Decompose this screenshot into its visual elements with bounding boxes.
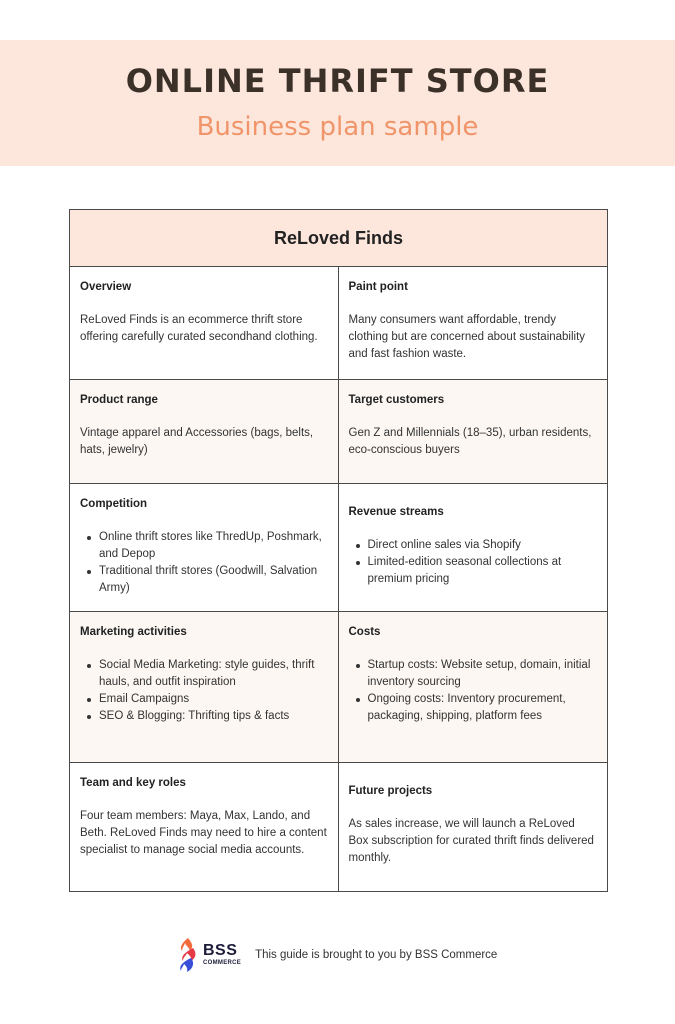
product-range-cell: [70, 380, 339, 483]
team-body: Four team members: Maya, Max, Lando, and Beth. ReLoved Finds may need to hire a content specialist to manage social media accounts.: [80, 810, 327, 856]
overview-title: Overview: [80, 281, 132, 293]
costs-cell: [339, 612, 608, 762]
list-item: Limited-edition seasonal collections at premium pricing: [349, 554, 598, 588]
title-banner: [0, 40, 675, 166]
competition-list: [80, 529, 328, 597]
marketing-list: [80, 657, 328, 725]
table-row: [70, 763, 607, 891]
revenue-streams-cell: [339, 484, 608, 611]
competition-cell: [70, 484, 339, 611]
bss-logo-text: [203, 943, 241, 967]
list-item: Traditional thrift stores (Goodwill, Salvation Army): [80, 563, 328, 597]
target-customers-body: Gen Z and Millennials (18–35), urban residents, eco-conscious buyers: [348, 427, 592, 456]
competition-title: Competition: [80, 498, 148, 510]
list-item: Online thrift stores like ThredUp, Poshmark, and Depop: [80, 529, 328, 563]
list-item: Ongoing costs: Inventory procurement, packaging, shipping, platform fees: [349, 691, 598, 725]
revenue-streams-list: [349, 537, 598, 588]
table-row: [70, 267, 607, 380]
product-range-title: Product range: [80, 394, 158, 406]
bss-flame-logo-icon: [177, 937, 199, 973]
revenue-streams-title: Revenue streams: [348, 506, 444, 518]
target-customers-cell: [339, 380, 608, 483]
pain-point-cell: [339, 267, 608, 379]
future-projects-body: As sales increase, we will launch a ReLoved Box subscription for curated thrift finds delivered monthly.: [348, 818, 594, 864]
marketing-cell: [70, 612, 339, 762]
footer: [177, 935, 497, 975]
page-subtitle: Business plan sample: [196, 112, 479, 142]
business-name: ReLoved Finds: [70, 210, 607, 267]
product-range-body: Vintage apparel and Accessories (bags, belts, hats, jewelry): [80, 427, 314, 456]
logo-subtitle: COMMERCE: [203, 960, 242, 966]
list-item: Startup costs: Website setup, domain, initial inventory sourcing: [349, 657, 598, 691]
list-item: Email Campaigns: [80, 691, 328, 708]
pain-point-body: Many consumers want affordable, trendy clothing but are concerned about sustainability and fast fashion waste.: [348, 314, 586, 360]
future-projects-cell: [339, 763, 608, 891]
business-plan-table: [69, 209, 608, 892]
footer-credit: This guide is brought to you by BSS Commerce: [255, 949, 498, 961]
list-item: SEO & Blogging: Thrifting tips & facts: [80, 708, 328, 725]
team-cell: [70, 763, 339, 891]
marketing-title: Marketing activities: [80, 626, 187, 638]
pain-point-title: Paint point: [348, 281, 408, 293]
overview-body: ReLoved Finds is an ecommerce thrift store offering carefully curated secondhand clothing.: [80, 314, 318, 343]
target-customers-title: Target customers: [348, 394, 445, 406]
team-title: Team and key roles: [80, 777, 186, 789]
costs-title: Costs: [348, 626, 381, 638]
list-item: Social Media Marketing: style guides, thrift hauls, and outfit inspiration: [80, 657, 328, 691]
future-projects-title: Future projects: [348, 785, 433, 797]
logo-name: BSS: [203, 942, 238, 959]
costs-list: [349, 657, 598, 725]
table-row: [70, 484, 607, 612]
list-item: Direct online sales via Shopify: [349, 537, 598, 554]
overview-cell: [70, 267, 339, 379]
page-title: ONLINE THRIFT STORE: [125, 62, 550, 100]
table-row: [70, 612, 607, 763]
table-row: [70, 380, 607, 484]
